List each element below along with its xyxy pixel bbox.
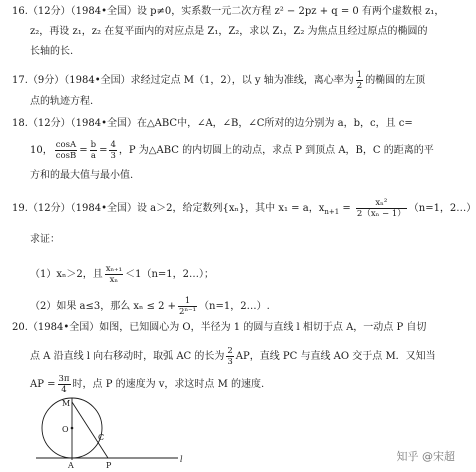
p16-line2: z₂，再设 z₁，z₂ 在复平面内的对应点是 Z₁，Z₂，求以 Z₁，Z₂ 为焦点且经过原点的椭圆的	[30, 26, 428, 37]
p19-eq: =	[339, 203, 354, 214]
label-p: P	[106, 461, 112, 470]
p20-fraction-23	[226, 346, 233, 367]
p18-frac1-num: cosA	[55, 140, 77, 150]
label-l: l	[180, 455, 183, 464]
p20-line2	[30, 346, 436, 367]
p18-fraction-cos	[55, 140, 78, 161]
p19-fraction	[356, 198, 407, 219]
p18-line1: 18.（12分）（1984•全国）在△ABC中，∠A，∠B，∠C所对的边分别为 a，b，c，且 c=	[12, 118, 413, 129]
p18-line2	[30, 140, 434, 161]
p20-line1: 20.（1984•全国）如图，已知圆心为 O，半径为 1 的圆与直线 l 相切于点 A，一动点 P 自切	[12, 322, 427, 333]
p16-line1: 16.（12分）（1984•全国）设 p≠0，实系数一元二次方程 z² − 2pz + q = 0 有两个虚数根 z₁，	[12, 6, 445, 17]
p18-fraction-43	[109, 140, 116, 161]
p18-text-b: ，P 为△ABC 的内切圆上的动点，求点 P 到顶点 A，B，C 的距离的平	[118, 145, 434, 156]
p19-item1	[30, 264, 214, 285]
p18-frac2-num: b	[90, 140, 97, 150]
p18-eq2: =	[99, 145, 108, 156]
p18-frac1-den: cosB	[55, 151, 77, 161]
p20-text-b: AP，直线 PC 与直线 AO 交于点 M．又知当	[235, 351, 436, 362]
p19-line2: 求证：	[30, 234, 60, 245]
line-pc	[72, 402, 108, 458]
p19-item1-fraction	[105, 264, 123, 285]
p17-frac-num: 1	[356, 70, 363, 80]
p17-text-b: 的椭圆的左顶	[365, 75, 426, 86]
p19-frac-den: 2（xₙ − 1）	[356, 209, 406, 219]
p18-frac3-num: 4	[110, 140, 116, 150]
label-a: A	[68, 461, 74, 470]
p18-text-a: 10，	[30, 145, 53, 156]
p19-subscript: n+1	[324, 208, 340, 216]
label-m: M	[62, 399, 71, 408]
label-c: C	[98, 433, 105, 442]
p19-text-a: 19.（12分）（1984•全国）设 a＞2，给定数列{xₙ}，其中 x₁ = a，x	[12, 203, 325, 214]
p19-item2-text-b: （n=1，2…）.	[199, 301, 270, 312]
geometry-figure	[28, 392, 188, 470]
p18-fraction-ba	[90, 140, 97, 161]
p18-frac3-den: 3	[110, 151, 116, 161]
p19-item1-den: xₙ	[109, 275, 119, 285]
watermark: 知乎 @宋超	[396, 450, 455, 463]
p18-eq1: =	[79, 145, 88, 156]
label-o: O	[62, 425, 69, 434]
p20-frac2-den: 4	[61, 385, 67, 395]
p20-text-c: AP =	[30, 379, 56, 390]
p17-frac-den: 2	[356, 81, 363, 91]
p20-frac1-num: 2	[227, 346, 233, 356]
p19-item2	[30, 296, 270, 317]
p17-line1	[12, 70, 425, 91]
p18-line3: 方和的最大值与最小值.	[30, 170, 134, 181]
p20-text-d: 时，点 P 的速度为 v，求这时点 M 的速度.	[72, 379, 265, 390]
p19-item2-den: 2ⁿ⁻¹	[179, 307, 197, 317]
p19-item1-text-b: ＜1（n=1，2…）；	[125, 269, 214, 280]
p19-item2-fraction	[178, 296, 197, 317]
p19-text-b: （n=1，2…）	[408, 203, 476, 214]
p17-line2: 点的轨迹方程.	[30, 96, 94, 107]
p20-frac2-num: 3π	[58, 374, 70, 384]
p19-line1	[12, 198, 476, 219]
point-o	[71, 427, 74, 430]
p19-item2-num: 1	[178, 296, 197, 307]
p20-text-a: 点 A 沿直线 l 向右移动时，取弧 AC 的长为	[30, 351, 225, 362]
p19-item1-text-a: （1）xₙ＞2，且	[30, 269, 103, 280]
p19-item1-num: xₙ₊₁	[105, 264, 123, 274]
p19-item2-text-a: （2）如果 a≤3，那么 xₙ ≤ 2 +	[30, 301, 177, 312]
p17-text-a: 17.（9分）（1984•全国）求经过定点 M（1，2），以 y 轴为准线，离心率为	[12, 75, 354, 86]
p20-frac1-den: 3	[227, 357, 233, 367]
p18-frac2-den: a	[90, 151, 96, 161]
p19-frac-num: xₙ²	[356, 198, 407, 209]
p16-line3: 长轴的长.	[30, 46, 74, 57]
p17-fraction	[356, 70, 363, 91]
